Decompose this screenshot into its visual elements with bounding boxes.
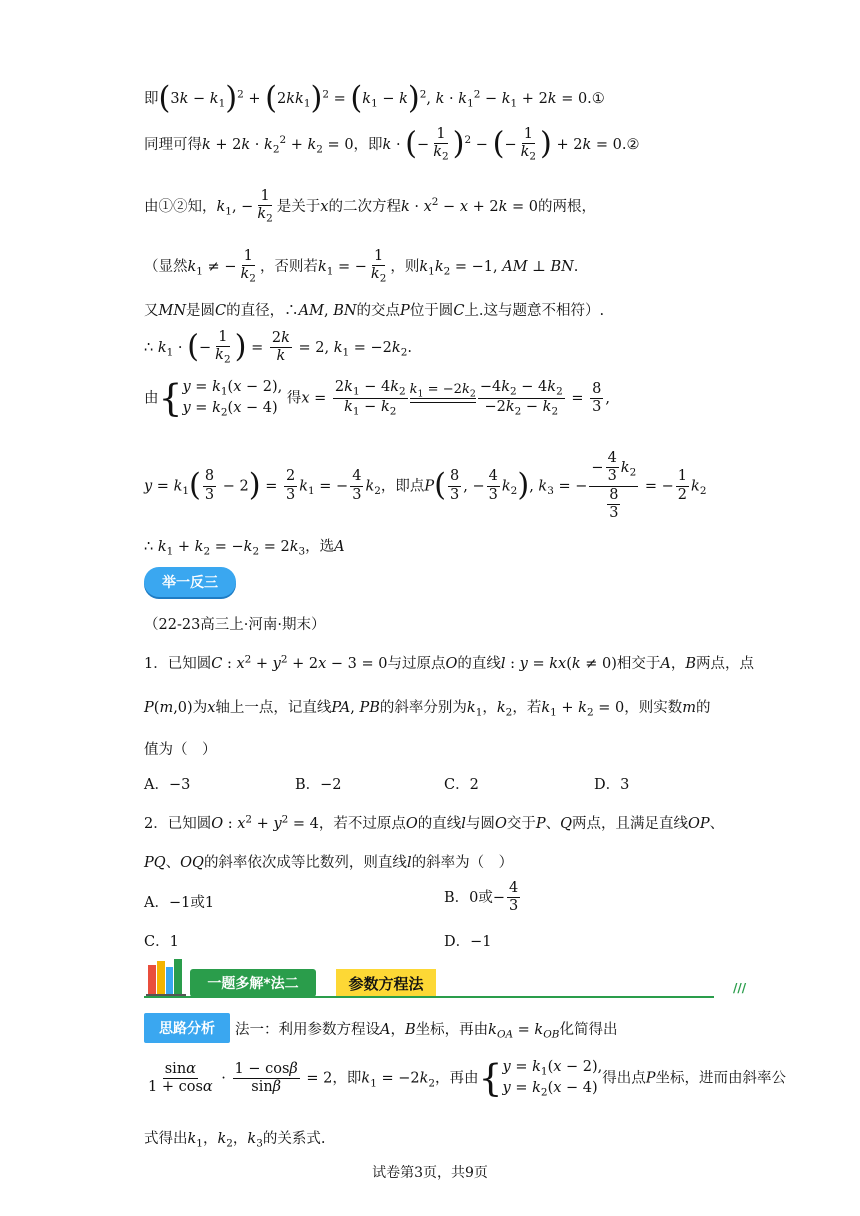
analysis-tag: 思路分析 [144,1013,230,1043]
analysis-line-2: $\frac{\sin\alpha}{1 + \cos\alpha}$ · $\frac{1 - \cos\beta}{\sin\beta}$ = 2，即$k_1 = -2k_2$，再由{ $y = k_1(x - 2)$, $y = k_2(x - 4)$ 得出点P坐标，进而由斜率公 [148,1055,787,1100]
question-source: （22-23高三上·河南·期末） [144,617,326,633]
equation-line-4: （显然$k_1$ ≠ − $\frac{1}{k_2}$ ，否则若$k_1$ = − $\frac{1}{k_2}$ ，则$k_1k_2 = -1$, AM ⊥ BN. [144,248,579,286]
method-banner-label: 一题多解*法二 [190,969,316,997]
question-2-line-2: PQ、OQ的斜率依次成等比数列，则直线l的斜率为（ ） [144,855,514,871]
equation-line-7: 由{ $y = k_1(x - 2)$, $y = k_2(x - 4)$ 得x = $\frac{2k_1 - 4k_2}{k_1 - k_2}$ $k_1 = -2k_2$ $\frac{-4k_2 - 4k_2}{-2k_2 - k_2}$ = $\frac{8}{3}$ , [144,375,610,420]
question-1-line-3: 值为（ ） [144,742,217,758]
question-2-line-1: 2．已知圆O : $x^2 + y^2 = 4$，若不过原点O的直线l与圆O交于P、Q两点，且满足直线OP、 [144,813,725,832]
books-icon [146,957,188,997]
equation-line-3: 由①②知，$k_1$, − $\frac{1}{k_2}$ 是关于x的二次方程$k \cdot x^2 - x + 2k = 0$的两根， [144,188,596,226]
math-expr: $(3k - k_1)^2 + (2kk_1)^2 = (k_1 - k)^2$, $k \cdot k_1^2 - k_1 + 2k$ = 0.① [158,81,605,116]
q2-option-d[interactable]: D．−1 [444,934,492,950]
q1-option-d[interactable]: D．3 [594,777,630,793]
q1-option-a[interactable]: A．−3 [144,777,191,793]
example-pill-label: 举一反三 [144,567,236,597]
equation-line-9: ∴ $k_1 + k_2 = -k_2 = 2k_3$，选A [144,539,345,558]
q1-option-b[interactable]: B．−2 [295,777,342,793]
banner-slashes: /// [733,981,747,995]
page-footer: 试卷第3页，共9页 [372,1165,488,1181]
equation-line-1: 即$(3k - k_1)^2 + (2kk_1)^2 = (k_1 - k)^2$, $k \cdot k_1^2 - k_1 + 2k$ = 0.① [144,81,605,116]
analysis-line-3: 式得出$k_1$，$k_2$，$k_3$的关系式. [144,1131,326,1150]
equation-line-2: 同理可得$k + 2k \cdot k_2^2 + k_2 = 0$，即k · (− $\frac{1}{k_2}$ )$^2$ − (− $\frac{1}{k_2}$ ) + 2k = 0.② [144,126,640,164]
q2-option-c[interactable]: C．1 [144,934,179,950]
equation-line-5: 又MN是圆C的直径，∴AM, BN的交点P位于圆C上.这与题意不相符）. [144,303,605,319]
method-title: 参数方程法 [336,969,436,997]
equation-line-6: ∴ $k_1$ · (− $\frac{1}{k_2}$ ) = $\frac{2k}{k}$ = 2, $k_1 = -2k_2$. [144,329,412,367]
q2-option-b[interactable]: B．0或− $\frac{4}{3}$ [444,880,519,915]
banner-divider [144,996,714,998]
question-1-line-2: P(m,0)为x轴上一点，记直线PA, PB的斜率分别为$k_1$，$k_2$，若$k_1 + k_2 = 0$，则实数m的 [144,700,711,719]
analysis-line-1: 法一：利用参数方程设A，B坐标，再由$k_{OA} = k_{OB}$化简得出 [235,1022,618,1041]
q2-option-a[interactable]: A．−1或1 [144,895,215,911]
equation-line-8: $y = k_1$( $\frac{8}{3}$ − 2) = $\frac{2}{3}$ $k_1$ = − $\frac{4}{3}$ $k_2$，即点P( $\frac{8}{3}$ , − $\frac{4}{3}$ $k_2$), $k_3$ = − − $\frac{4}{3}$ $k_2$ $\frac{8}{3}$ = − $\frac{1}{2}$ $k_2$ [144,450,707,522]
question-1-line-1: 1．已知圆C : $x^2 + y^2 + 2x - 3 = 0$与过原点O的直线l : y = kx(k ≠ 0)相交于A，B两点，点 [144,653,755,672]
q1-option-c[interactable]: C．2 [444,777,479,793]
